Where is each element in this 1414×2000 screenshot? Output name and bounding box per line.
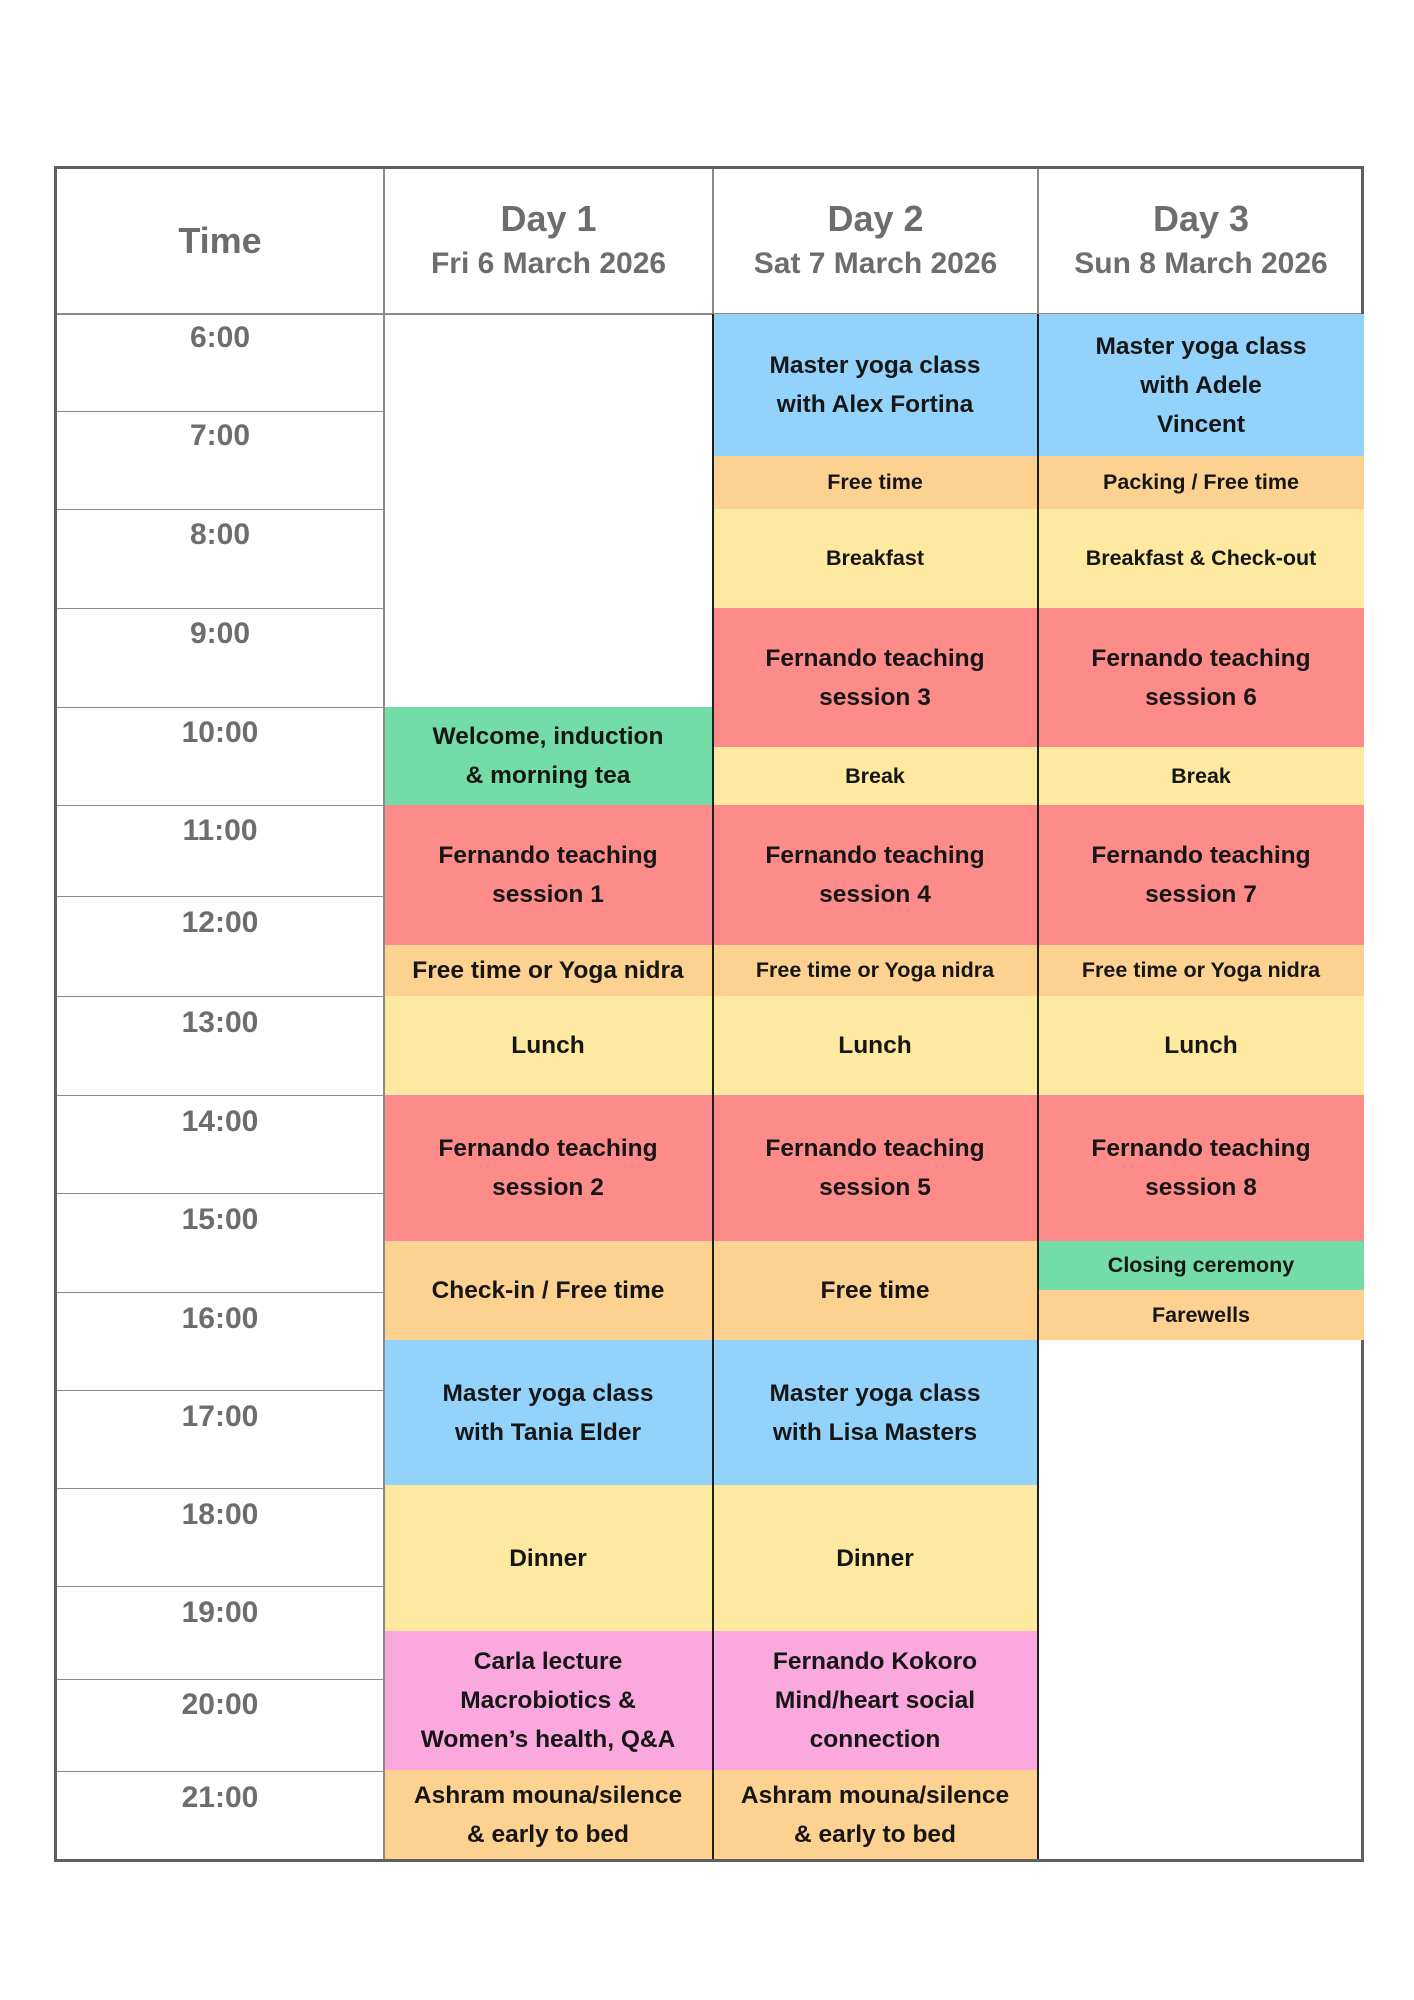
- day2-event-1: Master yoga class with Alex Fortina: [713, 314, 1037, 456]
- column-divider: [712, 169, 714, 313]
- time-label: 17:00: [181, 1400, 259, 1433]
- time-label: 9:00: [189, 617, 251, 650]
- time-label: 15:00: [181, 1203, 259, 1236]
- day3-event-11: Farewells: [1038, 1290, 1364, 1340]
- time-row-divider: [57, 1193, 383, 1194]
- time-row-divider: [57, 509, 383, 510]
- day2-event-2: Free time: [713, 456, 1037, 509]
- column-divider: [712, 314, 714, 1859]
- day1-event-5: Fernando teaching session 2: [384, 1095, 712, 1241]
- day1-event-2: Fernando teaching session 1: [384, 805, 712, 945]
- time-label: 7:00: [189, 419, 251, 452]
- time-row-divider: [57, 1292, 383, 1293]
- day-3-title: Day 3: [1152, 198, 1250, 239]
- column-divider: [383, 169, 385, 313]
- day3-event-10: Closing ceremony: [1038, 1241, 1364, 1290]
- time-row-divider: [57, 996, 383, 997]
- time-row-divider: [57, 707, 383, 708]
- day3-event-3: Breakfast & Check-out: [1038, 509, 1364, 608]
- day2-event-8: Lunch: [713, 996, 1037, 1095]
- day3-event-6: Fernando teaching session 7: [1038, 805, 1364, 945]
- day1-event-3: Free time or Yoga nidra: [384, 945, 712, 996]
- time-label: 10:00: [181, 716, 259, 749]
- time-label: 21:00: [181, 1781, 259, 1814]
- day3-event-1: Master yoga class with Adele Vincent: [1038, 314, 1364, 456]
- day2-event-5: Break: [713, 747, 1037, 805]
- day2-event-13: Fernando Kokoro Mind/heart social connection: [713, 1631, 1037, 1770]
- time-row-divider: [57, 1679, 383, 1680]
- day1-event-1: Welcome, induction & morning tea: [384, 707, 712, 805]
- header-day-3: [1038, 169, 1364, 313]
- time-row-divider: [57, 896, 383, 897]
- day2-event-9: Fernando teaching session 5: [713, 1095, 1037, 1241]
- day-1-title: Day 1: [500, 198, 597, 239]
- day1-event-8: Dinner: [384, 1485, 712, 1631]
- time-row-divider: [57, 805, 383, 806]
- day3-event-7: Free time or Yoga nidra: [1038, 945, 1364, 996]
- time-label: 18:00: [181, 1498, 259, 1531]
- schedule-table: [54, 166, 1364, 1862]
- time-label: 20:00: [181, 1688, 259, 1721]
- time-label: 13:00: [181, 1006, 259, 1039]
- time-label: 12:00: [181, 906, 259, 939]
- time-label: 14:00: [181, 1105, 259, 1138]
- day3-event-5: Break: [1038, 747, 1364, 805]
- time-row-divider: [57, 1586, 383, 1587]
- day2-event-4: Fernando teaching session 3: [713, 608, 1037, 747]
- day1-event-6: Check-in / Free time: [384, 1241, 712, 1340]
- day-3-date: Sun 8 March 2026: [1074, 247, 1328, 280]
- time-label: 6:00: [189, 321, 251, 354]
- day1-event-9: Carla lecture Macrobiotics & Women’s health, Q&A: [384, 1631, 712, 1770]
- day3-event-8: Lunch: [1038, 996, 1364, 1095]
- day3-event-9: Fernando teaching session 8: [1038, 1095, 1364, 1241]
- day2-event-11: Master yoga class with Lisa Masters: [713, 1340, 1037, 1485]
- day2-event-14: Ashram mouna/silence & early to bed: [713, 1770, 1037, 1859]
- day1-event-7: Master yoga class with Tania Elder: [384, 1340, 712, 1485]
- time-row-divider: [57, 1095, 383, 1096]
- day2-event-6: Fernando teaching session 4: [713, 805, 1037, 945]
- time-row-divider: [57, 608, 383, 609]
- day1-event-10: Ashram mouna/silence & early to bed: [384, 1770, 712, 1859]
- day2-event-12: Dinner: [713, 1485, 1037, 1631]
- header-day-2: [713, 169, 1038, 313]
- day-1-date: Fri 6 March 2026: [430, 247, 667, 280]
- day2-event-10: Free time: [713, 1241, 1037, 1340]
- time-row-divider: [57, 1488, 383, 1489]
- column-divider: [383, 314, 385, 1859]
- day3-event-2: Packing / Free time: [1038, 456, 1364, 509]
- time-row-divider: [57, 1771, 383, 1772]
- time-label: 8:00: [189, 518, 251, 551]
- day-2-title: Day 2: [827, 198, 924, 239]
- column-divider: [1037, 314, 1039, 1859]
- day1-event-4: Lunch: [384, 996, 712, 1095]
- day-2-date: Sat 7 March 2026: [753, 247, 998, 280]
- day2-event-7: Free time or Yoga nidra: [713, 945, 1037, 996]
- day3-event-4: Fernando teaching session 6: [1038, 608, 1364, 747]
- header-time-label: Time: [178, 220, 262, 261]
- header-time-cell: [57, 169, 383, 313]
- header-day-1: [384, 169, 713, 313]
- time-row-divider: [57, 1390, 383, 1391]
- time-label: 16:00: [181, 1302, 259, 1335]
- time-label: 19:00: [181, 1596, 259, 1629]
- time-row-divider: [57, 411, 383, 412]
- time-label: 11:00: [182, 814, 258, 847]
- column-divider: [1037, 169, 1039, 313]
- day2-event-3: Breakfast: [713, 509, 1037, 608]
